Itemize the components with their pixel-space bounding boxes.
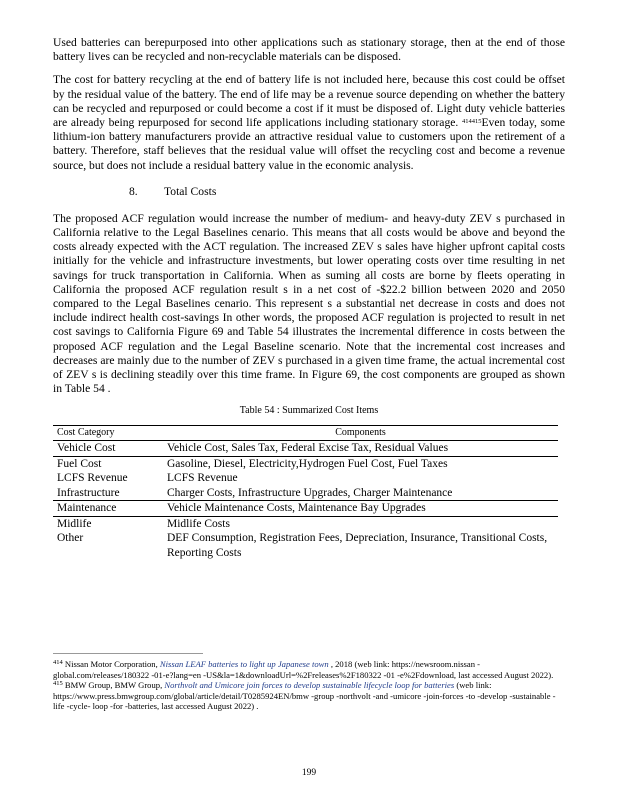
table-row (53, 456, 558, 471)
table-header-row (53, 426, 558, 441)
footnote-link-title[interactable]: Nissan LEAF batteries to light up Japanese town (159, 659, 329, 669)
paragraph-total-costs: The proposed ACF regulation would increase the number of medium- and heavy-duty ZEV s purchased in California relative to the Legal Baselines cenario. This means that all costs would be above and beyond the costs already expected with the ACT regulation. The increased ZEV s sales have higher upfront capital costs initially for the vehicle and infrastructure investments, but lower operating costs over time resulting in net savings for truck transportation in California. When as suming all costs are borne by fleets operating in California the proposed ACF regulation result s in a net cost of -$22.2 billion between 2020 and 2050 compared to the Legal Baselines cenario. This represent s a substantial net decrease in costs and does not include indirect health cost-savings In other words, the proposed ACF regulation is projected to result in net cost savings to California Figure 69 and Table 54 illustrates the incremental difference in costs between the proposed ACF regulation and the Legal Baseline scenario. Note that the incremental cost increases and decreases are mainly due to the number of ZEV s purchased in a given time frame, the actual incremental cost of ZEV s is declining steadily over this time frame. In Figure 69, the cost components are grouped as shown in Table 54 . (53, 211, 565, 396)
footnote-text: , 2018 (web link: https://newsroom.nissan -global.com/releases/180322 -01-e?lang=en -US&la=1&downloadUrl=%2Freleases%2F180322 -01 -e%2Fdownload, last accessed August 2022). (53, 659, 554, 680)
paragraph-battery-recycling-text-a: The cost for battery recycling at the end of battery life is not included here, because this cost could be offset by the residual value of the battery. The end of life may be a revenue source depending on whether the battery can be recycled and repurposed or could become a cost if it must be disposed of. Light duty vehicle batteries are already being repurposed for second life applications including stationary storage. (53, 73, 565, 130)
footnote-text: Nissan Motor Corporation, (62, 659, 160, 669)
table-row (53, 531, 558, 560)
footnote-divider (53, 653, 203, 654)
paragraph-battery-recycling (53, 73, 565, 172)
paragraph-battery-recycling-text-b: Even today, some lithium-ion battery manufacturers provide an attractive residual value to customers upon the retirement of a battery. Therefore, staff believes that the residual value will offset the recycling cost and become a revenue source, but does not include a residual battery value in the economic analysis. (53, 116, 566, 172)
footnote-reference: 414415 (461, 118, 482, 126)
row-components: LCFS Revenue (167, 472, 238, 485)
footnote-text: (web link: https://www.press.bmwgroup.com/global/article/detail/T0285924EN/bmw -group -northvolt -and -umicore -join-forces -to -develop -sustainable -life -cycle- loop -for -batteries, last accessed August 2022) . (53, 680, 556, 712)
row-category: Fuel Cost (57, 457, 102, 470)
cost-items-table (53, 425, 558, 560)
footnotes (53, 659, 565, 712)
footnote-link-title[interactable]: Northvolt and Umicore join forces to develop sustainable lifecycle loop for batteries (164, 680, 455, 691)
table-row (53, 471, 558, 486)
row-category: Maintenance (53, 501, 163, 517)
footnote-text: BMW Group, BMW Group, (62, 680, 165, 691)
table-row (53, 516, 558, 531)
table-row (53, 441, 558, 457)
paragraph-battery-repurpose: Used batteries can berepurposed into other applications such as stationary storage, then at the end of those battery lives can be recycled and non-recyclable materials can be disposed. (53, 36, 565, 64)
footnote-414 (53, 659, 565, 680)
header-cost-category: Cost Category (53, 426, 163, 441)
row-category: Infrastructure (53, 486, 163, 501)
row-components: Charger Costs, Infrastructure Upgrades, Charger Maintenance (163, 486, 558, 501)
row-category: LCFS Revenue (57, 472, 128, 485)
footnote-number: 415 (53, 680, 63, 688)
row-category: Other (57, 532, 84, 545)
document-body (53, 36, 565, 560)
row-components: Midlife Costs (167, 517, 230, 530)
table-row (53, 486, 558, 501)
row-category: Vehicle Cost (53, 441, 163, 457)
row-components: Vehicle Cost, Sales Tax, Federal Excise Tax, Residual Values (163, 441, 558, 457)
header-components: Components (163, 426, 558, 441)
table-row (53, 501, 558, 517)
row-components: Gasoline, Diesel, Electricity,Hydrogen Fuel Cost, Fuel Taxes (167, 457, 448, 470)
row-category: Midlife (57, 517, 92, 530)
table-caption: Table 54 : Summarized Cost Items (239, 405, 379, 417)
page-number: 199 (301, 768, 317, 778)
section-number: 8. (129, 184, 138, 198)
row-components: Vehicle Maintenance Costs, Maintenance Bay Upgrades (163, 501, 558, 517)
row-components: DEF Consumption, Registration Fees, Depreciation, Insurance, Transitional Costs, Reporting Costs (167, 532, 548, 559)
footnote-415 (53, 680, 565, 712)
footnote-number: 414 (53, 659, 63, 666)
section-title: Total Costs (164, 184, 217, 198)
section-heading (129, 184, 565, 199)
